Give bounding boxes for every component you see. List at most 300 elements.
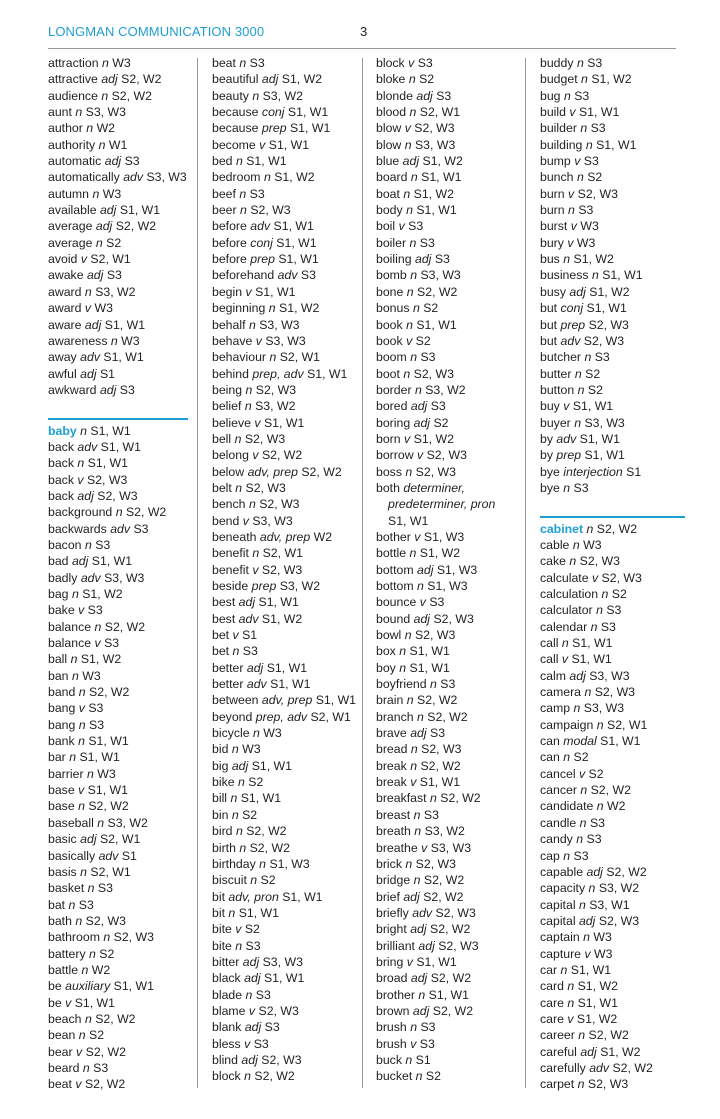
- part-of-speech: n: [78, 1028, 86, 1043]
- word-entry: [376, 562, 516, 578]
- headword: boy: [376, 660, 396, 675]
- headword: blame: [212, 1003, 246, 1018]
- word-entry: [540, 251, 685, 267]
- word-entry: [540, 104, 685, 120]
- part-of-speech: v: [84, 301, 92, 316]
- headword: cake: [540, 554, 566, 569]
- word-entry: [376, 889, 516, 905]
- headword: build: [540, 105, 566, 120]
- part-of-speech: n: [82, 1060, 90, 1075]
- part-of-speech: prep: [560, 317, 586, 332]
- headword: brief: [376, 889, 400, 904]
- headword: begin: [212, 284, 243, 299]
- frequency-band: W3: [82, 668, 101, 683]
- headword: bye: [540, 480, 560, 495]
- word-entry: [376, 725, 516, 741]
- part-of-speech: n: [403, 366, 411, 381]
- part-of-speech: n: [110, 333, 118, 348]
- headword: brush: [376, 1020, 407, 1035]
- frequency-band: S2, W2: [246, 824, 287, 839]
- part-of-speech: n: [231, 807, 239, 822]
- word-entry: [540, 602, 685, 618]
- word-entry: [48, 831, 188, 847]
- word-entry: [540, 202, 685, 218]
- headword: bottom: [376, 579, 414, 593]
- part-of-speech: n: [415, 1069, 423, 1084]
- word-entry: [212, 235, 357, 251]
- headword: balance: [48, 636, 92, 651]
- frequency-band: S1, W1: [570, 962, 612, 977]
- headword: bike: [212, 775, 235, 790]
- word-entry: [48, 537, 188, 553]
- word-entry: [212, 840, 357, 856]
- part-of-speech: v: [419, 595, 426, 610]
- headword: boss: [376, 464, 402, 479]
- part-of-speech: n: [263, 170, 271, 185]
- part-of-speech: n: [574, 366, 582, 381]
- headword: belt: [212, 480, 232, 495]
- word-entry: [376, 480, 516, 529]
- frequency-band: S2, W3: [245, 480, 286, 495]
- word-entry: [376, 186, 516, 202]
- part-of-speech: n: [417, 579, 424, 593]
- word-entry: [540, 88, 685, 104]
- part-of-speech: adj: [101, 72, 118, 87]
- part-of-speech: n: [572, 537, 580, 552]
- part-of-speech: adv: [250, 219, 271, 234]
- part-of-speech: n: [591, 268, 599, 283]
- headword: belong: [212, 448, 249, 463]
- word-entry: [376, 660, 516, 676]
- word-entry: [540, 480, 685, 496]
- frequency-band: S3, W3: [589, 668, 630, 683]
- word-entry: [212, 137, 357, 153]
- frequency-band: S3, W3: [420, 268, 461, 283]
- frequency-band: S2, W2: [432, 1003, 474, 1018]
- headword: capital: [540, 913, 576, 928]
- frequency-band: S3: [245, 938, 261, 953]
- headword: awareness: [48, 333, 108, 348]
- headword: bin: [212, 807, 229, 822]
- word-entry: [212, 660, 357, 676]
- frequency-band: S1, W1: [315, 693, 357, 708]
- part-of-speech: adj: [261, 72, 279, 87]
- word-entry: [540, 1060, 685, 1076]
- part-of-speech: n: [596, 717, 604, 732]
- part-of-speech: n: [244, 399, 252, 414]
- headword: can: [540, 734, 560, 749]
- headword: boat: [376, 186, 400, 201]
- word-entry: [48, 978, 188, 994]
- frequency-band: S3, W1: [589, 897, 630, 912]
- headword: brick: [376, 856, 402, 871]
- part-of-speech: modal: [563, 734, 597, 749]
- word-entry: [540, 137, 685, 153]
- word-entry: [376, 758, 516, 774]
- frequency-band: S2, W3: [259, 497, 300, 512]
- part-of-speech: n: [563, 480, 571, 495]
- headword: care: [540, 1011, 564, 1026]
- part-of-speech: n: [86, 766, 94, 781]
- word-entry: [540, 864, 685, 880]
- part-of-speech: adj: [410, 922, 427, 937]
- headword: calculator: [540, 603, 593, 618]
- part-of-speech: n: [237, 775, 245, 790]
- frequency-band: S1, W1: [263, 971, 305, 986]
- part-of-speech: n: [97, 815, 105, 830]
- frequency-band: S2, W2: [254, 1069, 295, 1084]
- word-entry: [212, 562, 357, 578]
- word-entry: [212, 300, 357, 316]
- part-of-speech: n: [87, 881, 95, 896]
- part-of-speech: n: [245, 987, 253, 1002]
- section-rule: [48, 418, 188, 420]
- frequency-band: S3: [104, 636, 120, 651]
- word-entry: [48, 88, 188, 104]
- word-entry: [48, 586, 188, 602]
- headword: ball: [48, 652, 68, 667]
- part-of-speech: n: [560, 962, 568, 977]
- word-entry: [212, 1068, 357, 1084]
- headword: bound: [376, 611, 411, 626]
- frequency-band: S1, W1: [579, 431, 620, 446]
- frequency-band: S2, W3: [435, 905, 476, 920]
- frequency-band: S2, W2: [606, 864, 647, 879]
- part-of-speech: n: [410, 350, 418, 365]
- frequency-band: S3: [133, 521, 149, 536]
- part-of-speech: n: [252, 546, 260, 561]
- headword: breathe: [376, 840, 418, 855]
- part-of-speech: n: [86, 121, 94, 136]
- frequency-band: S1: [121, 848, 137, 863]
- frequency-band: S2, W3: [601, 570, 642, 585]
- frequency-band: S1, W1: [584, 448, 625, 463]
- headword: capture: [540, 946, 582, 961]
- part-of-speech: adj: [104, 154, 122, 169]
- headword: available: [48, 203, 97, 218]
- part-of-speech: n: [405, 856, 413, 871]
- frequency-band: S2, W3: [414, 628, 456, 643]
- word-entry: [376, 415, 516, 431]
- part-of-speech: adj: [410, 726, 427, 741]
- headword: bump: [540, 154, 571, 169]
- word-entry: [48, 570, 188, 586]
- headword: bite: [212, 922, 232, 937]
- part-of-speech: n: [410, 170, 418, 185]
- word-entry: [376, 627, 516, 643]
- word-entry: [540, 284, 685, 300]
- word-column-2: [212, 55, 357, 1085]
- part-of-speech: n: [596, 603, 603, 618]
- part-of-speech: n: [253, 726, 260, 741]
- frequency-band: S2, W2: [125, 505, 167, 520]
- headword: barrier: [48, 766, 84, 781]
- word-entry: [212, 627, 357, 643]
- word-column-3: [376, 55, 516, 1085]
- part-of-speech: v: [254, 415, 261, 430]
- part-of-speech: n: [68, 897, 76, 912]
- frequency-band: S2: [611, 587, 627, 601]
- frequency-band: S2, W3: [588, 317, 629, 332]
- part-of-speech: n: [84, 284, 92, 299]
- headword: benefit: [212, 562, 249, 577]
- part-of-speech: adj: [71, 554, 89, 569]
- headword: blue: [376, 154, 400, 169]
- headword: bother: [376, 529, 411, 544]
- part-of-speech: v: [245, 284, 252, 299]
- part-of-speech: adj: [244, 971, 261, 986]
- word-entry: [48, 717, 188, 733]
- frequency-band: S1: [626, 464, 642, 479]
- word-entry: [48, 120, 188, 136]
- frequency-band: S2, W1: [279, 350, 321, 365]
- part-of-speech: adj: [418, 938, 435, 953]
- frequency-band: S2, W3: [577, 186, 618, 201]
- headword: bell: [212, 431, 232, 446]
- headword: border: [376, 382, 412, 397]
- frequency-band: S2, W3: [587, 1077, 629, 1092]
- part-of-speech: adj: [99, 203, 117, 218]
- headword: before: [212, 252, 247, 267]
- frequency-band: S3: [249, 56, 265, 70]
- frequency-band: S3, W3: [584, 415, 625, 430]
- frequency-band: S2: [248, 775, 264, 790]
- part-of-speech: n: [412, 301, 420, 316]
- part-of-speech: adv: [80, 570, 101, 585]
- part-of-speech: adj: [416, 88, 433, 103]
- part-of-speech: n: [568, 203, 575, 218]
- part-of-speech: n: [561, 636, 569, 651]
- section-headword-entry: [540, 521, 685, 537]
- section-gap: [540, 496, 685, 512]
- section-gap: [48, 398, 188, 414]
- frequency-band: S1, W2: [419, 546, 461, 561]
- part-of-speech: adj: [578, 913, 596, 928]
- headword: card: [540, 979, 564, 994]
- frequency-band: S3: [434, 252, 450, 267]
- headword: bury: [540, 235, 564, 250]
- frequency-band: S1, W1: [287, 105, 329, 120]
- part-of-speech: v: [259, 137, 266, 152]
- frequency-band: W3: [94, 301, 113, 316]
- headword: award: [48, 284, 82, 299]
- frequency-band: S1, W1: [268, 137, 310, 152]
- part-of-speech: adj: [417, 562, 434, 577]
- word-entry: [376, 120, 516, 136]
- headword: believe: [212, 415, 251, 430]
- headword: buck: [376, 1052, 402, 1067]
- part-of-speech: prep: [251, 579, 277, 593]
- word-entry: [212, 938, 357, 954]
- word-entry: [48, 137, 188, 153]
- part-of-speech: n: [404, 628, 412, 643]
- frequency-band: S3: [606, 603, 622, 618]
- word-entry: [376, 1068, 516, 1084]
- frequency-band: S1, W1: [87, 783, 128, 798]
- frequency-band: S3: [573, 848, 589, 863]
- frequency-band: S2, W3: [250, 203, 291, 218]
- headword: bridge: [376, 873, 411, 888]
- word-entry: [376, 398, 516, 414]
- headword: carpet: [540, 1077, 575, 1092]
- word-entry: [212, 741, 357, 757]
- word-entry: [376, 905, 516, 921]
- word-entry: [48, 300, 188, 316]
- word-entry: [212, 611, 357, 627]
- word-entry: [540, 962, 685, 978]
- part-of-speech: n: [580, 121, 588, 136]
- part-of-speech: v: [404, 121, 411, 136]
- headword: boyfriend: [376, 677, 427, 692]
- headword: box: [376, 644, 396, 659]
- frequency-band: S2, W1: [310, 709, 351, 724]
- headword: boiling: [376, 252, 412, 267]
- word-entry: [48, 104, 188, 120]
- word-entry: [48, 153, 188, 169]
- word-entry: [376, 872, 516, 888]
- headword: by: [540, 448, 553, 463]
- word-entry: [376, 921, 516, 937]
- part-of-speech: n: [406, 317, 413, 332]
- headword: beginning: [212, 301, 266, 316]
- frequency-band: S3: [88, 701, 104, 716]
- frequency-band: S1, W2: [577, 979, 618, 994]
- part-of-speech: v: [252, 448, 259, 463]
- part-of-speech: v: [574, 154, 581, 169]
- part-of-speech: v: [578, 766, 586, 781]
- headword: captain: [540, 930, 580, 945]
- word-entry: [376, 137, 516, 153]
- word-entry: [48, 472, 188, 488]
- frequency-band: S1, W1: [251, 758, 293, 773]
- part-of-speech: n: [235, 154, 243, 169]
- word-entry: [212, 382, 357, 398]
- frequency-band: S2, W2: [427, 709, 468, 724]
- frequency-band: S1, W3: [269, 856, 310, 871]
- headword: basic: [48, 832, 77, 847]
- headword: bless: [212, 1036, 241, 1051]
- headword: beneath: [212, 529, 257, 544]
- part-of-speech: n: [239, 56, 247, 70]
- headword: beside: [212, 579, 249, 593]
- headword: backwards: [48, 521, 107, 536]
- frequency-band: W3: [583, 537, 602, 552]
- part-of-speech: n: [259, 856, 267, 871]
- frequency-band: S3, W2: [107, 815, 148, 830]
- word-entry: [48, 1076, 188, 1092]
- page-number: 3: [360, 24, 368, 39]
- frequency-band: S2, W3: [598, 913, 640, 928]
- headword: awkward: [48, 382, 97, 397]
- headword: bring: [376, 954, 404, 969]
- headword: boiler: [376, 235, 407, 250]
- part-of-speech: adj: [95, 219, 113, 234]
- headword: awake: [48, 268, 84, 283]
- frequency-band: S1, W1: [119, 203, 161, 218]
- part-of-speech: prep: [556, 448, 582, 463]
- headword: behaviour: [212, 350, 267, 365]
- word-entry: [212, 578, 357, 594]
- frequency-band: S1, W1: [104, 317, 146, 332]
- headword: born: [376, 431, 401, 446]
- part-of-speech: adj: [410, 971, 428, 986]
- column-divider: [525, 58, 526, 1088]
- part-of-speech: n: [248, 317, 256, 332]
- word-entry: [48, 798, 188, 814]
- frequency-band: S3: [586, 832, 602, 847]
- part-of-speech: n: [240, 203, 247, 218]
- word-entry: [212, 872, 357, 888]
- part-of-speech: n: [418, 987, 426, 1002]
- word-entry: [376, 169, 516, 185]
- frequency-band: S3, W3: [85, 105, 126, 120]
- frequency-band: S3: [253, 1036, 269, 1051]
- headword: blow: [376, 121, 402, 136]
- headword: badly: [48, 570, 78, 585]
- part-of-speech: adj: [403, 889, 420, 904]
- headword: butter: [540, 366, 572, 381]
- frequency-band: W3: [576, 235, 596, 250]
- headword: basis: [48, 864, 77, 879]
- frequency-band: S1, W1: [282, 889, 323, 904]
- headword: bean: [48, 1028, 76, 1043]
- frequency-band: S2: [585, 366, 601, 381]
- word-entry: [48, 848, 188, 864]
- headword: brain: [376, 693, 404, 708]
- headword: builder: [540, 121, 577, 136]
- frequency-band: S3: [578, 203, 594, 218]
- headword: buyer: [540, 415, 571, 430]
- headword: candidate: [540, 799, 594, 814]
- part-of-speech: v: [584, 946, 591, 961]
- part-of-speech: n: [596, 799, 604, 814]
- word-entry: [376, 594, 516, 610]
- frequency-band: S2: [587, 170, 603, 185]
- part-of-speech: adv, prep: [261, 693, 313, 708]
- headword: aunt: [48, 105, 72, 120]
- frequency-band: S1, W1: [307, 366, 348, 381]
- part-of-speech: n: [75, 105, 83, 120]
- word-entry: [376, 333, 516, 349]
- word-entry: [48, 619, 188, 635]
- word-entry: [376, 741, 516, 757]
- word-entry: [212, 513, 357, 529]
- word-entry: [48, 317, 188, 333]
- word-entry: [212, 431, 357, 447]
- headword: burst: [540, 219, 568, 234]
- word-entry: [48, 553, 188, 569]
- part-of-speech: v: [569, 105, 576, 120]
- frequency-band: S3, W3: [252, 513, 293, 528]
- headword: bug: [540, 88, 561, 103]
- headword: back: [48, 488, 74, 503]
- part-of-speech: n: [84, 537, 92, 552]
- word-entry: [376, 1036, 516, 1052]
- frequency-band: S2, W3: [86, 472, 128, 487]
- frequency-band: S1, W1: [113, 979, 154, 994]
- part-of-speech: adv: [123, 170, 144, 185]
- word-entry: [540, 782, 685, 798]
- word-entry: [540, 447, 685, 463]
- headword: because: [212, 105, 259, 120]
- headword: bit: [212, 889, 225, 904]
- headword: automatic: [48, 154, 102, 169]
- part-of-speech: n: [78, 717, 86, 732]
- headword: belief: [212, 399, 242, 414]
- frequency-band: S3: [589, 815, 605, 830]
- word-entry: [376, 545, 516, 561]
- word-entry: [48, 169, 188, 185]
